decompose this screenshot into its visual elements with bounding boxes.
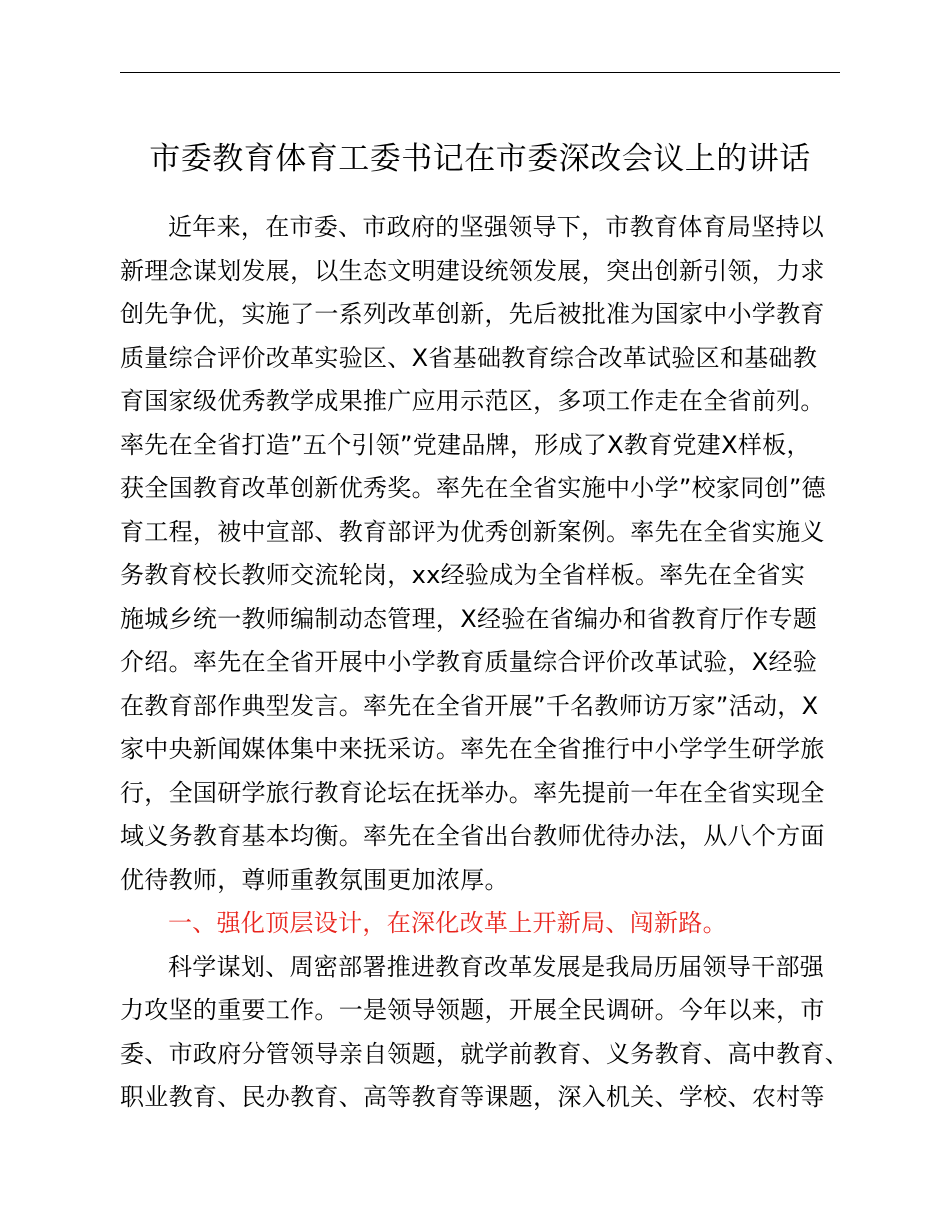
paragraph-line: 创先争优，实施了一系列改革创新，先后被批准为国家中小学教育	[120, 300, 825, 328]
paragraph-line: 施城乡统一教师编制动态管理，X经验在省编办和省教育厅作专题	[120, 604, 818, 633]
paragraph-line: 家中央新闻媒体集中来抚采访。率先在全省推行中小学学生研学旅	[120, 735, 825, 763]
paragraph-line: 新理念谋划发展，以生态文明建设统领发展，突出创新引领，力求	[120, 256, 825, 285]
paragraph-line: 力攻坚的重要工作。一是领导领题，开展全民调研。今年以来，市	[120, 996, 825, 1024]
header-rule	[120, 72, 840, 73]
paragraph-line: 育国家级优秀教学成果推广应用示范区，多项工作走在全省前列。	[120, 387, 825, 415]
paragraph-line: 介绍。率先在全省开展中小学教育质量综合评价改革试验，X经验	[120, 648, 818, 676]
paragraph-line: 质量综合评价改革实验区、X省基础教育综合改革试验区和基础教	[120, 343, 818, 372]
paragraph-line: 职业教育、民办教育、高等教育等课题，深入机关、学校、农村等	[120, 1083, 825, 1111]
document-title: 市委教育体育工委书记在市委深改会议上的讲话	[149, 141, 811, 177]
paragraph-line: 率先在全省打造”五个引领”党建品牌，形成了X教育党建X样板，	[120, 430, 811, 459]
paragraph-line: 务教育校长教师交流轮岗，xx经验成为全省样板。率先在全省实	[120, 561, 806, 589]
paragraph-line: 获全国教育改革创新优秀奖。率先在全省实施中小学”校家同创”德	[120, 474, 826, 502]
paragraph-line: 域义务教育基本均衡。率先在全省出台教师优待办法，从八个方面	[120, 822, 825, 850]
paragraph-line: 行，全国研学旅行教育论坛在抚举办。率先提前一年在全省实现全	[120, 778, 825, 807]
document-body	[120, 206, 850, 1120]
paragraph-line: 科学谋划、周密部署推进教育改革发展是我局历届领导干部强	[168, 952, 825, 981]
paragraph-line: 在教育部作典型发言。率先在全省开展”千名教师访万家”活动，X	[120, 691, 819, 720]
paragraph-line: 育工程，被中宣部、教育部评为优秀创新案例。率先在全省实施义	[120, 517, 825, 546]
paragraph-line: 优待教师，尊师重教氛围更加浓厚。	[120, 865, 509, 894]
section-heading: 一、强化顶层设计，在深化改革上开新局、闯新路。	[168, 909, 727, 937]
paragraph-line: 委、市政府分管领导亲自领题，就学前教育、义务教育、高中教育、	[120, 1039, 849, 1068]
paragraph-line: 近年来，在市委、市政府的坚强领导下，市教育体育局坚持以	[168, 213, 825, 241]
